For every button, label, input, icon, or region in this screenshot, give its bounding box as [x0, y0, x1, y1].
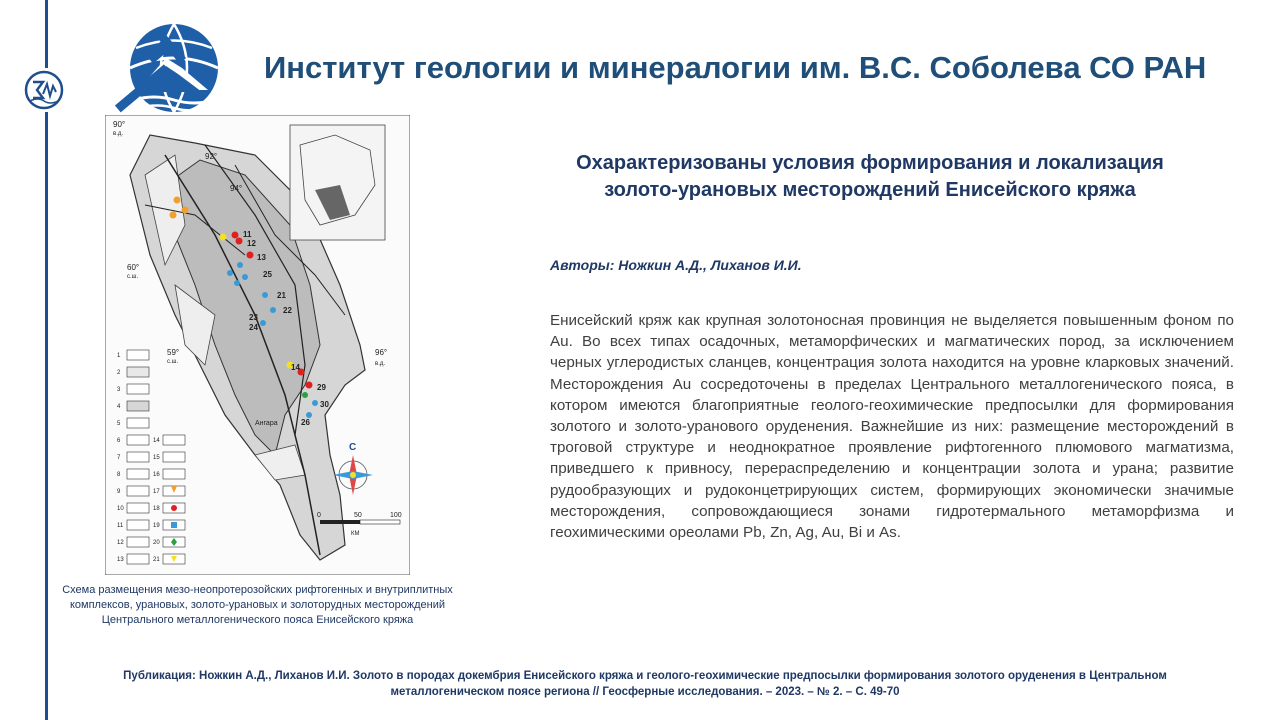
deposit-number: 22	[283, 306, 292, 315]
map-caption	[30, 583, 485, 628]
deposit-marker-red	[232, 232, 239, 239]
deposit-marker-green	[302, 392, 308, 398]
legend-number: 8	[117, 472, 121, 478]
legend-number: 7	[117, 455, 121, 461]
deposit-marker-blue	[270, 307, 276, 313]
legend-number: 11	[117, 523, 124, 529]
article-heading	[520, 150, 1220, 204]
legend-number: 4	[117, 404, 121, 410]
label-lon92: 92°	[205, 152, 218, 161]
legend-number: 1	[117, 353, 121, 359]
legend-number: 15	[153, 455, 160, 461]
legend-number: 10	[117, 506, 124, 512]
heading-line: золото-урановых месторождений Енисейского кряжа	[604, 179, 1136, 201]
heading-line: Охарактеризованы условия формирования и локализация	[576, 152, 1164, 174]
publication-reference	[70, 668, 1220, 700]
deposit-number: 13	[257, 253, 266, 262]
deposit-marker-orange	[170, 212, 177, 219]
publication-line: Публикация: Ножкин А.Д., Лиханов И.И. Золото в породах докембрия Енисейского кряжа и геолого-геохимические предпосылки формирования золотого оруденения в Центральном	[123, 670, 1167, 682]
deposit-marker-blue	[312, 400, 318, 406]
label-river: Ангара	[255, 420, 278, 427]
deposit-number: 24	[249, 323, 258, 332]
legend-number: 14	[153, 438, 160, 444]
svg-text:КМ: КМ	[351, 531, 360, 537]
deposit-marker-blue	[234, 280, 240, 286]
svg-text:50: 50	[354, 512, 362, 519]
label-lat59: 59°	[167, 348, 180, 357]
legend-number: 13	[117, 557, 124, 563]
caption-line: Центрального металлогенического пояса Енисейского кряжа	[101, 614, 414, 626]
label-lon94: 94°	[230, 184, 243, 193]
deposit-number: 25	[263, 270, 272, 279]
legend-number: 20	[153, 540, 160, 546]
label-sh59: с.ш.	[167, 359, 179, 365]
deposit-marker-blue	[237, 262, 243, 268]
legend-number: 9	[117, 489, 121, 495]
article-body: Енисейский кряж как крупная золотоносная провинция не выделяется повышенным фоном по Au. Во всех типах осадочных, метаморфических и магматических пород, за исключением черных углеродистых сланцев, концентрация золота находится на уровне кларковых значений. Месторождения Au сосредоточены в пределах Центрального металлогенического пояса, в котором имеются благоприятные геолого-геохимические предпосылки для формирования золотого и золото-уранового оруденения. Важнейшие из них: размещение месторождений в троговой структуре и неоднократное проявление рифтогенного плюмового магматизма, приведшего к привносу, перераспределению и концентрации золота и урана; развитие рудообразующих и рудоконцетрирующих систем, формирующих экономически значимые месторождения, сопровождающиеся зонами гидротермального метаморфизма и геохимическими ореолами Pb, Zn, Ag, Au, Bi и As.	[550, 312, 1234, 542]
label-vd: в.д.	[113, 131, 124, 137]
deposit-marker-yellow	[220, 234, 227, 241]
legend-number: 19	[153, 523, 160, 529]
deposit-number: 23	[249, 313, 258, 322]
svg-text:С: С	[349, 442, 357, 453]
deposit-marker-red	[247, 252, 254, 259]
deposit-marker-orange	[174, 197, 181, 204]
label-lat60: 60°	[127, 263, 140, 272]
caption-line: Схема размещения мезо-неопротерозойских рифтогенных и внутриплитных	[62, 584, 453, 596]
legend-number: 12	[117, 540, 124, 546]
deposit-marker-blue	[262, 292, 268, 298]
label-lon90: 90°	[113, 120, 126, 129]
deposit-marker-blue	[260, 320, 266, 326]
deposit-marker-blue	[227, 270, 233, 276]
publication-line: металлогеническом поясе региона // Геосферные исследования. – 2023. – № 2. – С. 49-70	[390, 686, 900, 698]
legend-number: 18	[153, 506, 160, 512]
deposit-marker-blue	[242, 274, 248, 280]
legend-number: 16	[153, 472, 160, 478]
label-vd2: в.д.	[375, 361, 386, 367]
svg-text:0: 0	[317, 512, 321, 519]
deposit-marker-red	[236, 238, 243, 245]
deposit-number: 14	[291, 363, 300, 372]
deposit-number: 26	[301, 418, 310, 427]
deposit-number: 12	[247, 239, 256, 248]
globe-hammer-logo	[108, 18, 232, 118]
caption-line: комплексов, урановых, золото-урановых и золоторудных месторождений	[69, 599, 446, 611]
legend-number: 5	[117, 421, 121, 427]
deposit-number: 21	[277, 291, 286, 300]
label-lon96: 96°	[375, 348, 388, 357]
legend-number: 2	[117, 370, 121, 376]
deposit-marker-orange	[182, 207, 189, 214]
label-sh60: с.ш.	[127, 274, 139, 280]
legend-number: 17	[153, 489, 160, 495]
legend-number: 21	[153, 557, 160, 563]
institute-title: Институт геологии и минералогии им. В.С. Соболева СО РАН	[264, 50, 1207, 85]
svg-text:100: 100	[390, 512, 402, 519]
legend-number: 6	[117, 438, 121, 444]
geological-map	[105, 115, 410, 575]
article-authors: Авторы: Ножкин А.Д., Лиханов И.И.	[550, 257, 802, 273]
institute-emblem-icon	[22, 68, 66, 112]
deposit-number: 30	[320, 400, 329, 409]
deposit-number: 11	[243, 230, 252, 239]
legend-number: 3	[117, 387, 121, 393]
deposit-marker-red	[306, 382, 313, 389]
deposit-number: 29	[317, 383, 326, 392]
